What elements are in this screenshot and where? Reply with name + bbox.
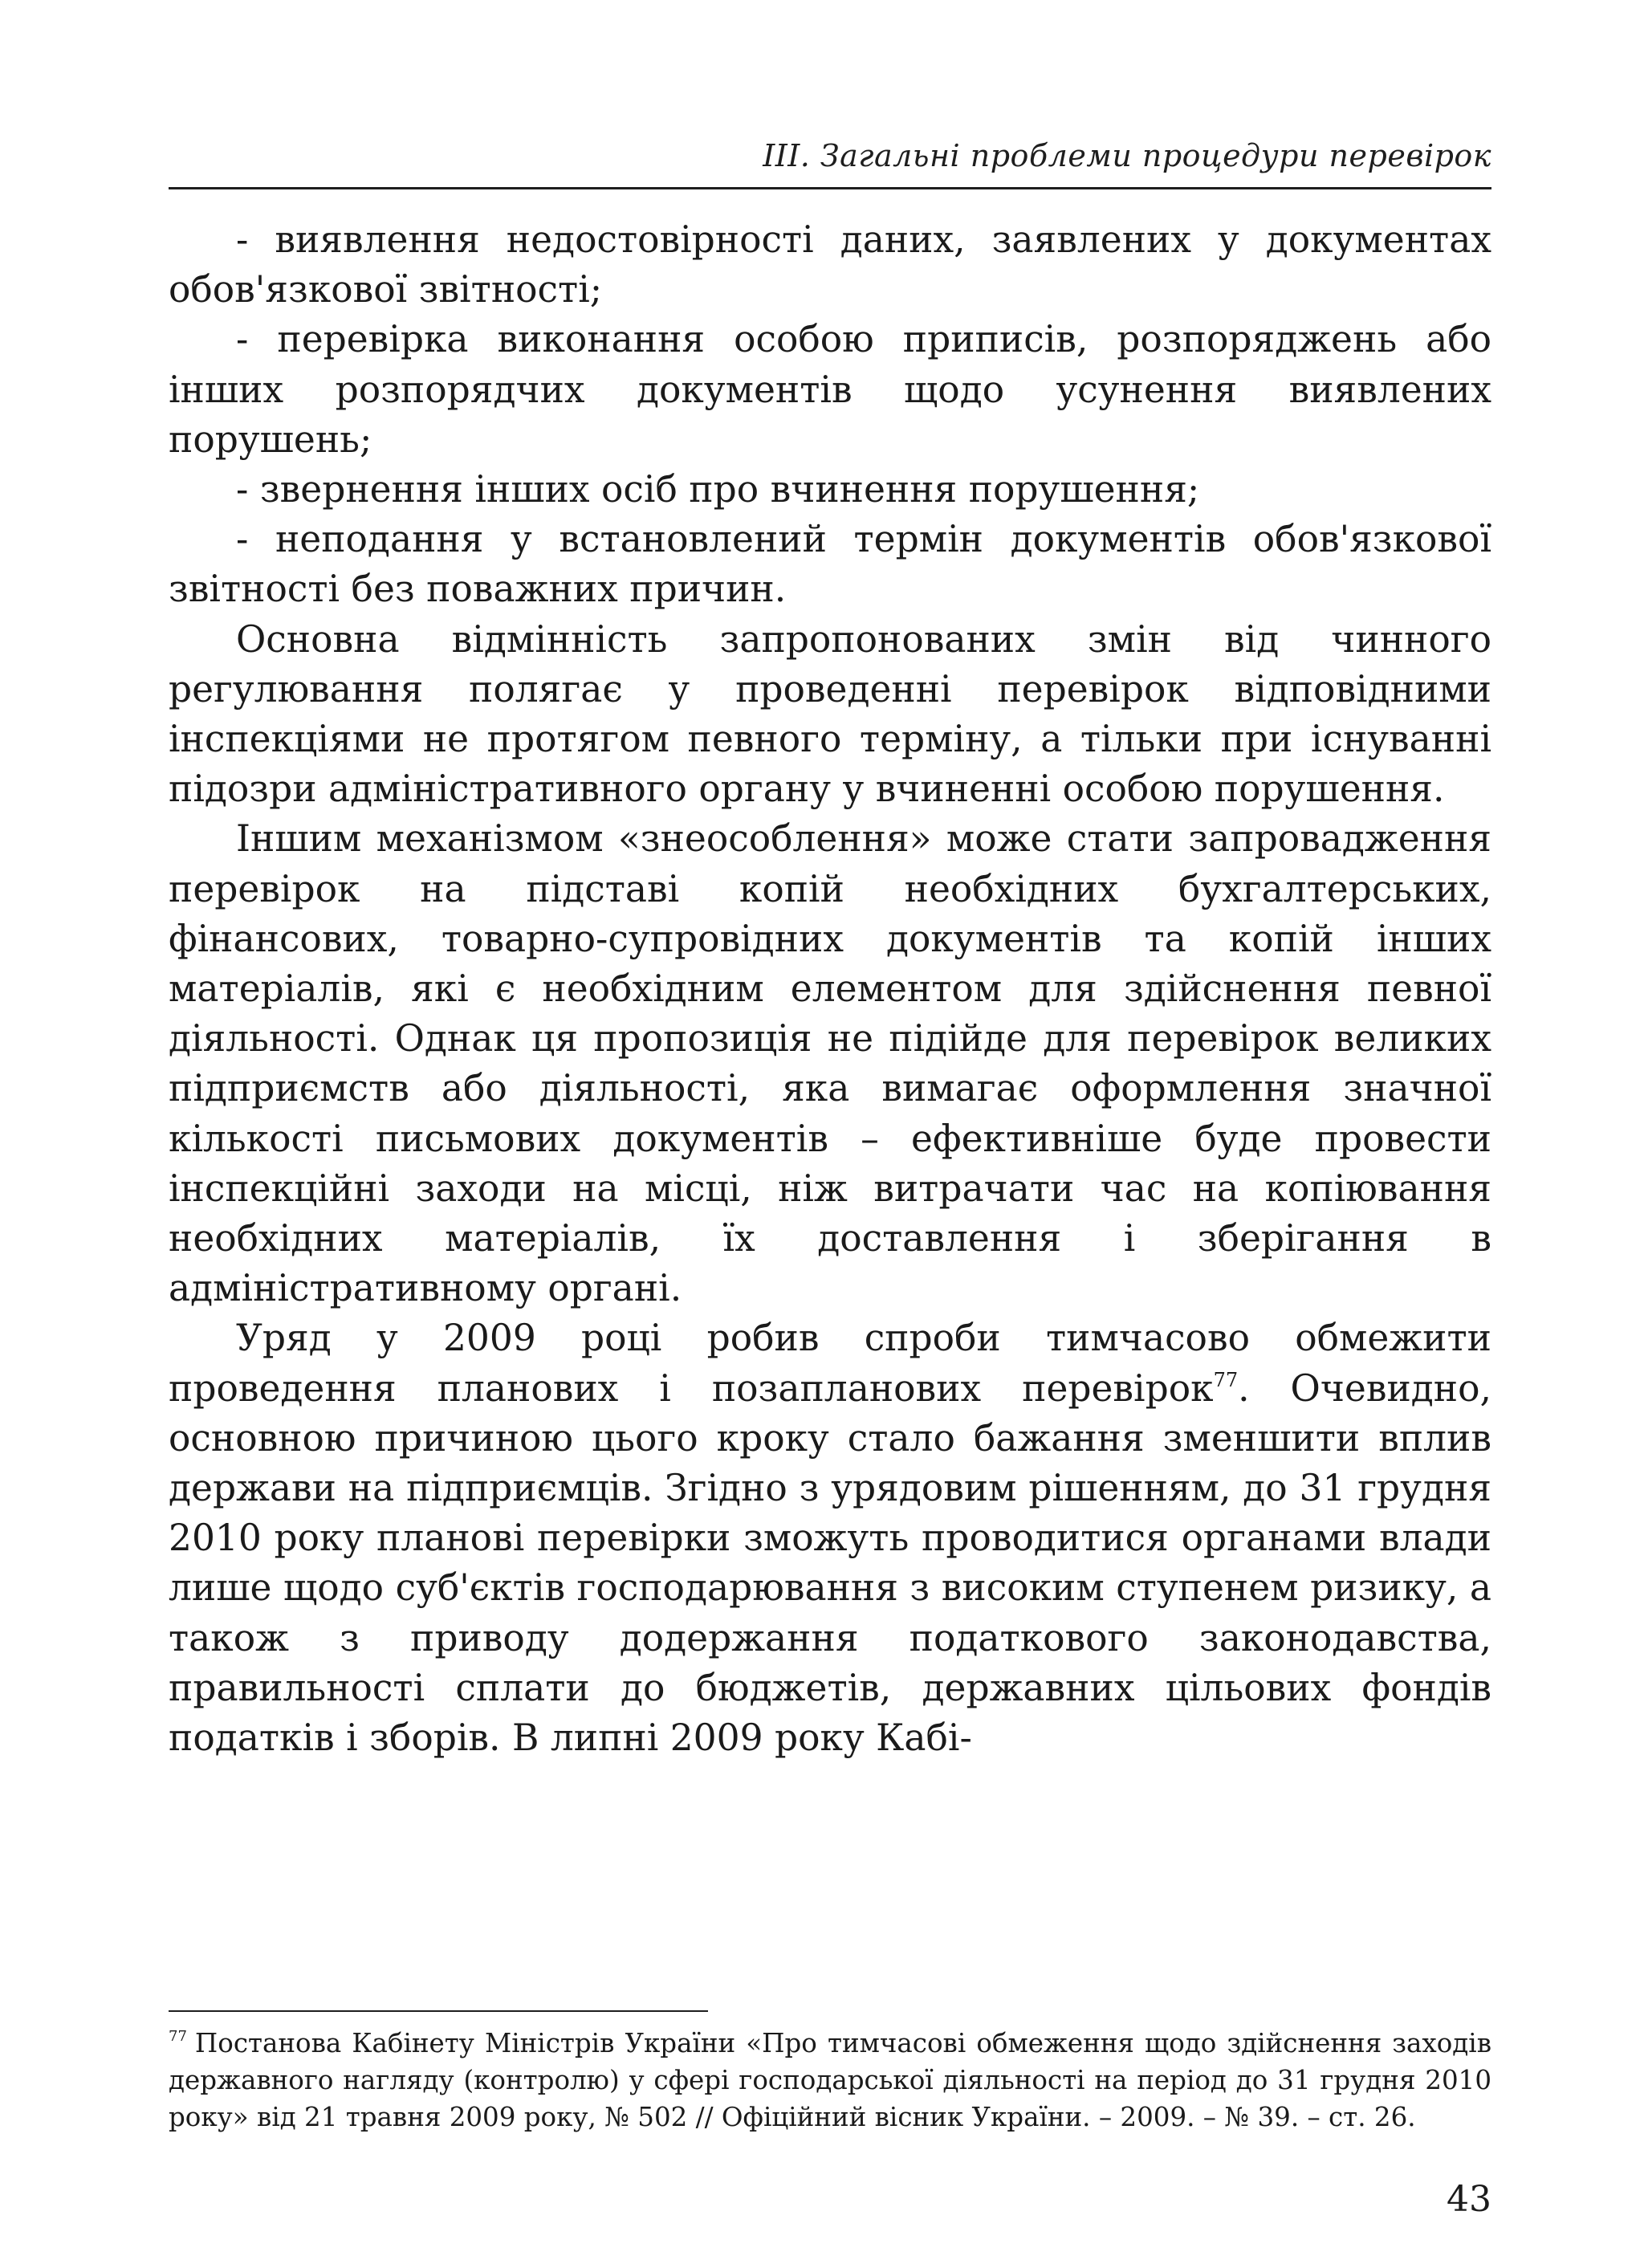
footnote-text: Постанова Кабінету Міністрів України «Про тимчасові обмеження щодо здійснення заходів державного нагляду (контролю) у сфері господарської діяльності на період до 31 грудня 2010 року» від 21 травня 2009 року, № 502 // Офіційний вісник України. – 2009. – № 39. – ст. 26. bbox=[169, 2028, 1491, 2132]
paragraph-government-2009 bbox=[169, 1313, 1491, 1763]
paragraph-text-before-ref: Уряд у 2009 році робив спроби тимчасово обмежити проведення планових і позапланових перевірок bbox=[169, 1317, 1491, 1410]
page-number: 43 bbox=[1447, 2179, 1491, 2220]
list-item-check-orders: - перевірка виконання особою приписів, розпоряджень або інших розпорядчих документів щодо усунення виявлених порушень; bbox=[169, 318, 1491, 461]
paragraph-depersonalization: Іншим механізмом «знеособлення» може стати запровадження перевірок на підставі копій необхідних бухгалтерських, фінансових, товарно-супровідних документів та копій інших матеріалів, які є необхідним елементом для здійснення певної діяльності. Однак ця пропозиція не підійде для перевірок великих підприємств або діяльності, яка вимагає оформлення значної кількості письмових документів – ефективніше буде провести інспекційні заходи на місці, ніж витрачати час на копіювання необхідних матеріалів, їх доставлення і зберігання в адміністративному органі. bbox=[169, 817, 1491, 1310]
list-item-complaints: - звернення інших осіб про вчинення порушення; bbox=[236, 468, 1200, 511]
list-item-unreliable-data: - виявлення недостовірності даних, заявлених у документах обов'язкової звітності; bbox=[169, 218, 1491, 311]
footnote-reference[interactable]: 77 bbox=[1213, 1368, 1239, 1391]
running-head: III. Загальні проблеми процедури перевірок bbox=[763, 138, 1491, 173]
footnote-number: 77 bbox=[169, 2028, 187, 2045]
paragraph-main-difference: Основна відмінність запропонованих змін від чинного регулювання полягає у проведенні перевірок відповідними інспекціями не протягом певного терміну, а тільки при існуванні підозри адміністративного органу у вчиненні особою порушення. bbox=[169, 617, 1491, 811]
footnote bbox=[169, 2025, 1491, 2136]
footnote-rule bbox=[169, 2010, 708, 2012]
paragraph-text-after-ref: . Очевидно, основною причиною цього кроку стало бажання зменшити вплив держави на підприємців. Згідно з урядовим рішенням, до 31 грудня 2010 року планові перевірки зможуть проводитися органами влади лише щодо суб'єктів господарювання з високим ступенем ризику, а також з приводу додержання податкового законодавства, правильності сплати до бюджетів, державних цільових фондів податків і зборів. В липні 2009 року Кабі- bbox=[169, 1366, 1491, 1760]
book-page bbox=[169, 0, 1491, 2268]
body-text bbox=[169, 215, 1491, 1763]
header-rule bbox=[169, 187, 1491, 189]
list-item-missing-reports: - неподання у встановлений термін документів обов'язкової звітності без поважних причин. bbox=[169, 518, 1491, 611]
